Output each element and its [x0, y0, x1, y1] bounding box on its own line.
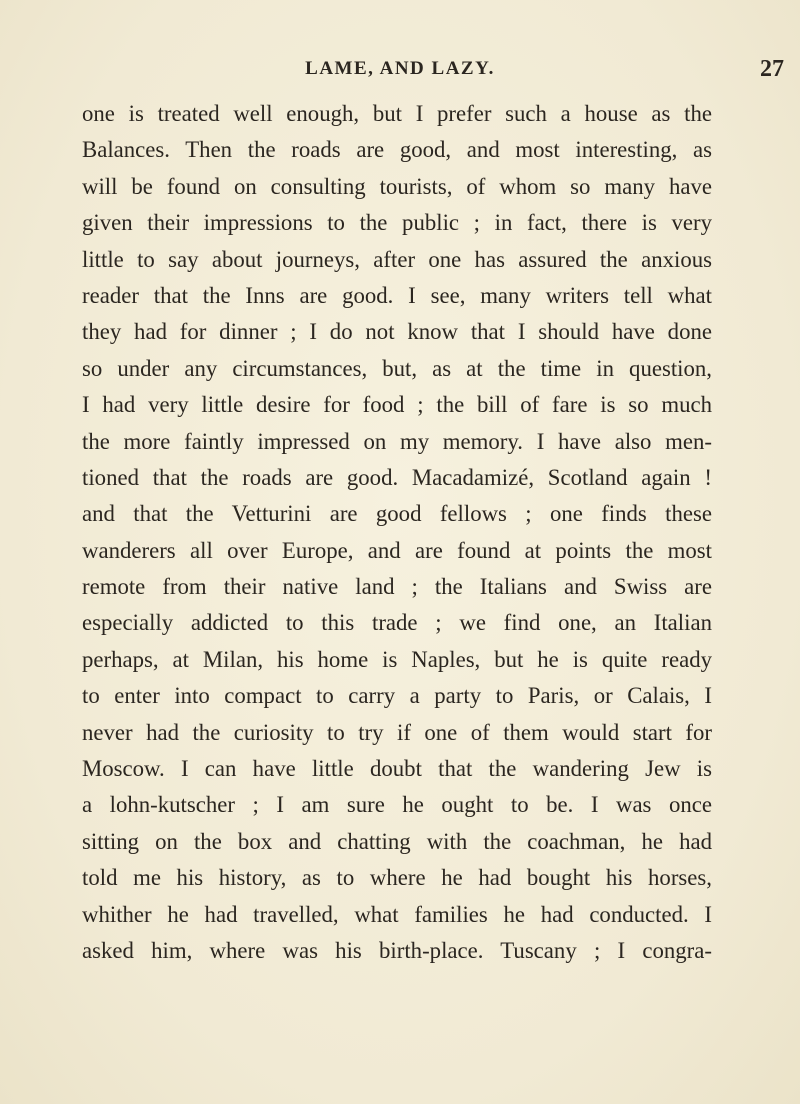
text-line: told me his history, as to where he had bought his horses, — [82, 865, 712, 891]
running-head: LAME, AND LAZY. — [305, 58, 495, 79]
text-line: the more faintly impressed on my memory. I have also men- — [82, 428, 712, 454]
text-line: wanderers all over Europe, and are found at points the most — [82, 537, 712, 563]
text-line: Balances. Then the roads are good, and most interesting, as — [82, 137, 712, 163]
text-line: whither he had travelled, what families he had conducted. I — [82, 901, 712, 927]
text-line: to enter into compact to carry a party to Paris, or Calais, I — [82, 683, 712, 709]
text-line: perhaps, at Milan, his home is Naples, but he is quite ready — [82, 646, 712, 672]
text-line: given their impressions to the public ; in fact, there is very — [82, 210, 712, 236]
text-line: one is treated well enough, but I prefer such a house as the — [82, 101, 712, 126]
text-line: I had very little desire for food ; the bill of fare is so much — [82, 392, 712, 418]
text-line: reader that the Inns are good. I see, many writers tell what — [82, 282, 712, 308]
page-header — [0, 56, 800, 86]
text-line: tioned that the roads are good. Macadamizé, Scotland again ! — [82, 464, 712, 490]
text-line: so under any circumstances, but, as at the time in question, — [82, 355, 712, 381]
body-text — [82, 96, 712, 969]
text-line: never had the curiosity to try if one of them would start for — [82, 719, 712, 745]
text-line: asked him, where was his birth-place. Tuscany ; I congra- — [82, 937, 712, 963]
text-line: sitting on the box and chatting with the coachman, he had — [82, 828, 712, 854]
text-line: remote from their native land ; the Italians and Swiss are — [82, 574, 712, 600]
text-line: Moscow. I can have little doubt that the wandering Jew is — [82, 756, 712, 782]
text-line: will be found on consulting tourists, of whom so many have — [82, 173, 712, 199]
text-line: especially addicted to this trade ; we find one, an Italian — [82, 610, 712, 636]
page-number: 27 — [760, 56, 784, 82]
text-line: and that the Vetturini are good fellows ; one finds these — [82, 501, 712, 527]
text-line: they had for dinner ; I do not know that I should have done — [82, 319, 712, 345]
text-line: little to say about journeys, after one has assured the anxious — [82, 246, 712, 272]
text-line: a lohn-kutscher ; I am sure he ought to be. I was once — [82, 792, 712, 818]
